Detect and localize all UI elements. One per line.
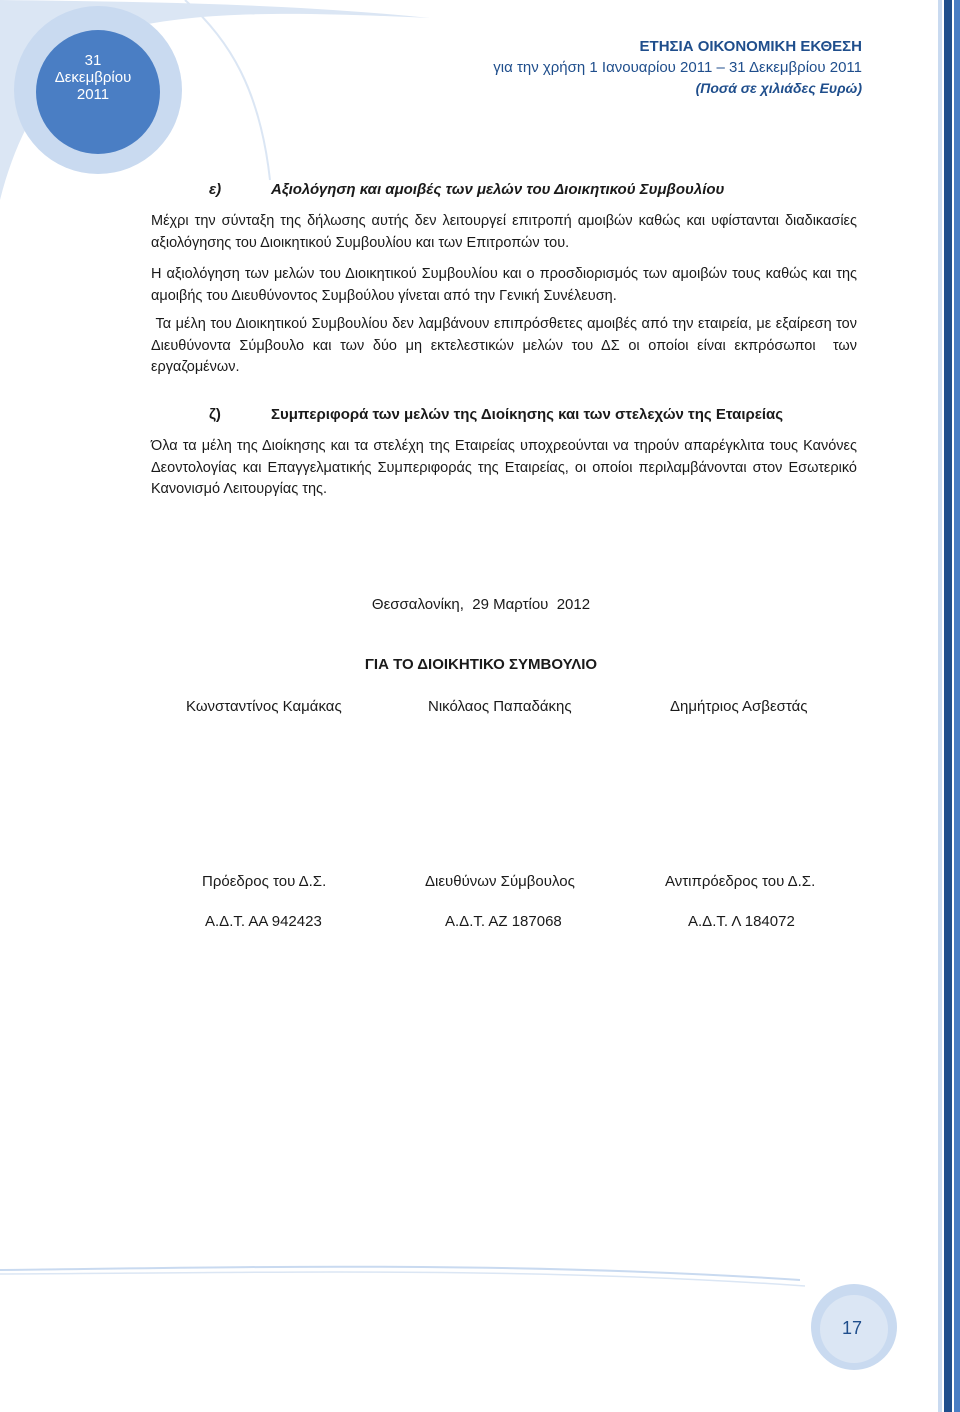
section-z-heading bbox=[209, 406, 783, 423]
badge-day: 31 bbox=[84, 52, 102, 69]
board-heading: ΓΙΑ ΤΟ ΔΙΟΙΚΗΤΙΚΟ ΣΥΜΒΟΥΛΙΟ bbox=[364, 656, 598, 673]
signatory-name: Δημήτριος Ασβεστάς bbox=[670, 698, 808, 715]
section-e-paragraph-3: Τα μέλη του Διοικητικού Συμβουλίου δεν λαμβάνουν επιπρόσθετες αμοιβές από την εταιρεία, με εξαίρεση τον Διευθύνοντα Σύμβουλο και των δύο μη εκτελεστικών μελών του ΔΣ οι οποίοι είναι εκπρόσωποι των εργαζομένων. bbox=[151, 316, 862, 375]
section-e-paragraph-2: Η αξιολόγηση των μελών του Διοικητικού Συμβουλίου και ο προσδιορισμός των αμοιβών τους καθώς και της αμοιβής του Διευθύνοντος Συμβούλου γίνεται από την Γενική Συνέλευση. bbox=[151, 266, 857, 304]
badge-year: 2011 bbox=[76, 86, 110, 103]
section-z-letter: ζ) bbox=[209, 406, 221, 423]
signatory-role: Διευθύνων Σύμβουλος bbox=[425, 873, 575, 890]
report-header bbox=[493, 36, 862, 99]
report-units: (Ποσά σε χιλιάδες Ευρώ) bbox=[695, 80, 862, 96]
signatory-ids bbox=[0, 913, 960, 935]
place-date: Θεσσαλονίκη, 29 Μαρτίου 2012 bbox=[371, 596, 591, 613]
signatory-id: Α.Δ.Τ. ΑΖ 187068 bbox=[445, 913, 562, 930]
page-number: 17 bbox=[841, 1318, 863, 1338]
date-badge bbox=[38, 52, 148, 103]
section-z-title: Συμπεριφορά των μελών της Διοίκησης και των στελεχών της Εταιρείας bbox=[271, 406, 784, 423]
report-title: ΕΤΗΣΙΑ ΟΙΚΟΝΟΜΙΚΗ ΕΚΘΕΣΗ bbox=[639, 38, 862, 55]
badge-month: Δεκεμβρίου bbox=[54, 69, 132, 86]
signatory-role: Αντιπρόεδρος του Δ.Σ. bbox=[665, 873, 816, 890]
signatory-name: Κωνσταντίνος Καμάκας bbox=[186, 698, 342, 715]
signatory-id: Α.Δ.Τ. Λ 184072 bbox=[688, 913, 795, 930]
section-e-paragraph-1: Μέχρι την σύνταξη της δήλωσης αυτής δεν λειτουργεί επιτροπή αμοιβών καθώς και υφίστανται διαδικασίες αξιολόγησης του Διοικητικού Συμβουλίου και των Επιτροπών του. bbox=[151, 213, 857, 251]
signatory-roles bbox=[0, 873, 960, 895]
report-period: για την χρήση 1 Ιανουαρίου 2011 – 31 Δεκεμβρίου 2011 bbox=[493, 59, 862, 76]
section-e-title: Αξιολόγηση και αμοιβές των μελών του Διοικητικού Συμβουλίου bbox=[271, 181, 725, 198]
section-e-heading bbox=[209, 181, 724, 198]
section-z-paragraph-1: Όλα τα μέλη της Διοίκησης και τα στελέχη της Εταιρείας υποχρεούνται να τηρούν απαρέγκλιτα τους Κανόνες Δεοντολογίας και Επαγγελματικής Συμπεριφοράς της Εταιρείας, οι οποίοι περιλαμβάνονται στον Εσωτερικό Κανονισμό Λειτουργίας της. bbox=[151, 438, 857, 497]
section-e-letter: ε) bbox=[209, 181, 222, 198]
signatory-name: Νικόλαος Παπαδάκης bbox=[428, 698, 572, 715]
signatory-role: Πρόεδρος του Δ.Σ. bbox=[202, 873, 327, 890]
signatory-id: Α.Δ.Τ. ΑΑ 942423 bbox=[205, 913, 322, 930]
signatory-names bbox=[0, 698, 960, 720]
